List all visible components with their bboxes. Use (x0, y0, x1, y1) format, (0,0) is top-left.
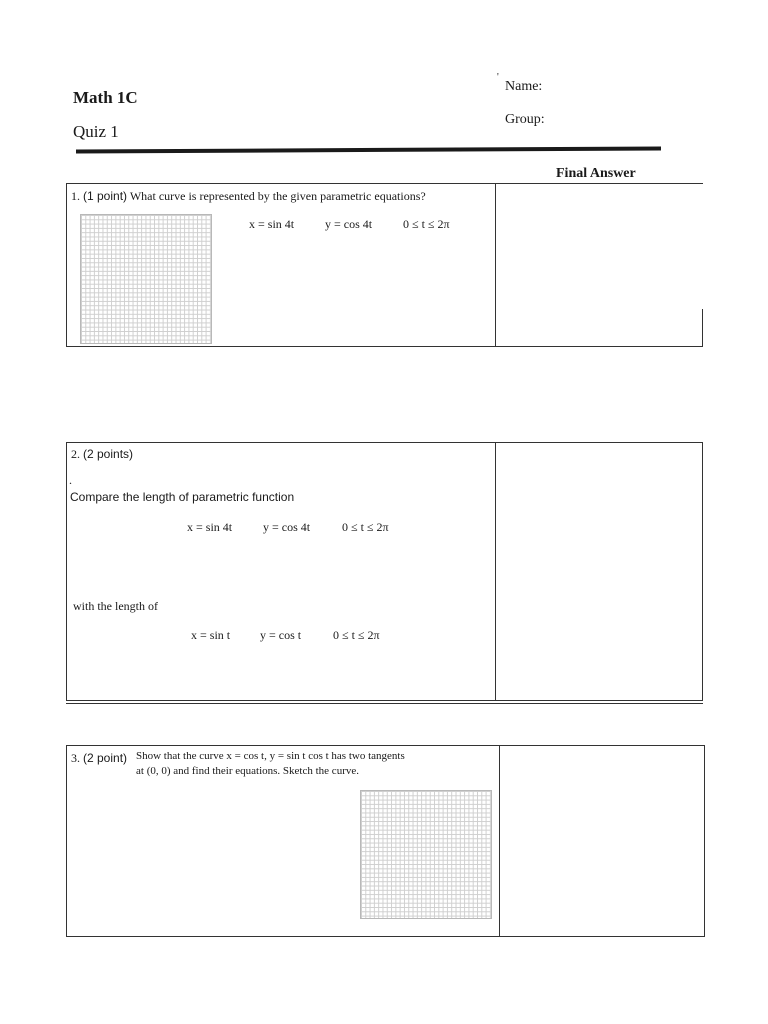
question-prompt-line-2: at (0, 0) and find their equations. Sketch the curve. (136, 765, 359, 777)
equation-2-y: y = cos t (260, 628, 302, 642)
equation-2-range: 0 ≤ t ≤ 2π (333, 628, 380, 642)
graph-grid (80, 214, 212, 344)
question-number: 2. (71, 447, 80, 461)
name-label: Name: (505, 79, 543, 94)
question-points: (2 point) (83, 751, 128, 765)
equation-range: 0 ≤ t ≤ 2π (403, 217, 450, 231)
quiz-title: Quiz 1 (73, 122, 119, 141)
question-points: (2 points) (83, 447, 134, 461)
question-3-box (66, 745, 705, 937)
question-3-header (71, 751, 127, 766)
course-title: Math 1C (73, 88, 138, 107)
equation-x: x = sin 4t (249, 217, 295, 231)
header-rule (76, 146, 661, 153)
final-answer-label: Final Answer (556, 166, 636, 181)
question-1-box (66, 183, 703, 347)
group-label: Group: (505, 112, 545, 127)
equation-1-y: y = cos 4t (263, 520, 311, 534)
question-1-header (71, 189, 426, 204)
question-2-header (71, 447, 133, 462)
equation-1-x: x = sin 4t (187, 520, 233, 534)
question-2-bottom-rule (66, 703, 703, 704)
question-number: 3. (71, 751, 80, 765)
question-prompt: Compare the length of parametric function (70, 490, 295, 504)
tick-mark: ' (497, 72, 499, 83)
answer-box-right-edge (702, 184, 703, 309)
answer-divider (495, 184, 496, 346)
question-number: 1. (71, 189, 80, 203)
equation-2-x: x = sin t (191, 628, 231, 642)
connector-text: with the length of (73, 599, 158, 613)
question-prompt-line-1: Show that the curve x = cos t, y = sin t cos t has two tangents (136, 750, 405, 762)
answer-divider (495, 443, 496, 700)
question-points: (1 point) (83, 189, 128, 203)
graph-grid (360, 790, 492, 919)
equation-1-range: 0 ≤ t ≤ 2π (342, 520, 389, 534)
answer-divider (499, 746, 500, 936)
question-prompt: What curve is represented by the given parametric equations? (129, 189, 426, 203)
question-2-box (66, 442, 703, 701)
equation-y: y = cos 4t (325, 217, 373, 231)
stray-dot: . (69, 473, 72, 487)
